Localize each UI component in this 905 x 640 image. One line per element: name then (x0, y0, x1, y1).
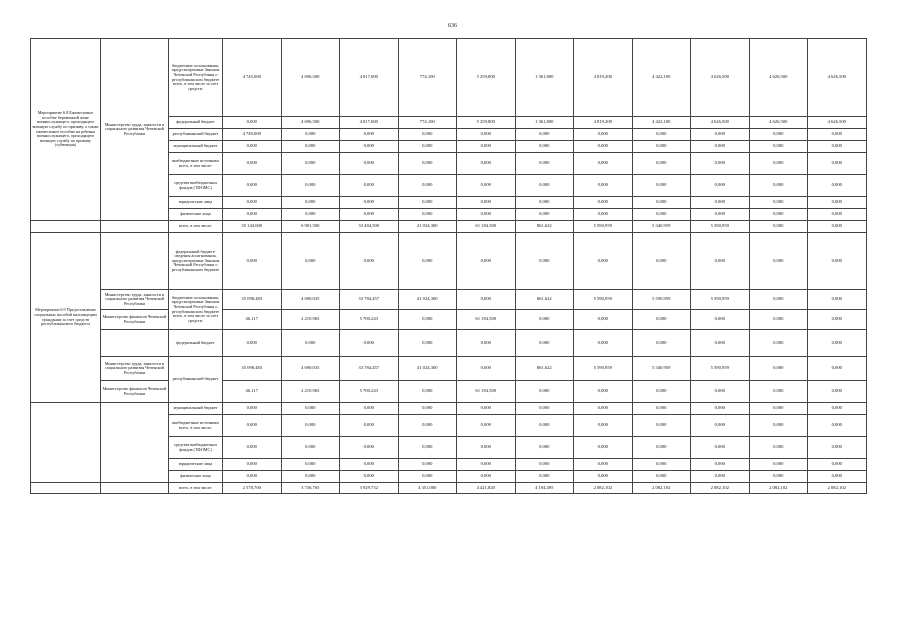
value-cell: 0,000 (691, 471, 750, 483)
value-cell: 0,000 (515, 381, 574, 403)
value-cell: 4 422,100 (632, 39, 691, 117)
row-label-cell: всего, в том числе: (169, 221, 223, 233)
executor-cell: Министерство труда, занятости и социального развития Чеченской Республики (101, 290, 169, 310)
blank-cell (101, 221, 169, 233)
value-cell: 0,000 (574, 437, 633, 459)
value-cell: 0,000 (574, 381, 633, 403)
value-cell: 5 590,959 (574, 221, 633, 233)
value-cell: 2 082,102 (749, 483, 808, 494)
value-cell: 0,000 (457, 357, 516, 381)
executor-cell: Министерство финансов Чеченской Республики (101, 310, 169, 330)
value-cell: 0,000 (749, 129, 808, 141)
table-row (31, 233, 867, 290)
value-cell: 0,000 (340, 471, 399, 483)
value-cell: 5 700,243 (340, 310, 399, 330)
value-cell: 0,000 (632, 403, 691, 415)
value-cell: 0,000 (340, 141, 399, 153)
value-cell: 0,000 (398, 330, 457, 357)
value-cell: 0,000 (632, 437, 691, 459)
value-cell: 4 749,000 (223, 129, 282, 141)
value-cell: 0,000 (457, 403, 516, 415)
value-cell: 61 184,500 (457, 310, 516, 330)
value-cell: 4 626,500 (749, 117, 808, 129)
value-cell: 0,000 (223, 209, 282, 221)
value-cell: 0,000 (574, 153, 633, 175)
value-cell: 1 361,800 (515, 39, 574, 117)
value-cell: 0,000 (749, 141, 808, 153)
value-cell: 4 626,500 (691, 117, 750, 129)
value-cell: 4 194,495 (515, 483, 574, 494)
value-cell: 0,000 (515, 197, 574, 209)
value-cell: 0,000 (457, 209, 516, 221)
value-cell: 0,000 (691, 175, 750, 197)
value-cell: 0,000 (808, 141, 867, 153)
value-cell: 0,000 (515, 141, 574, 153)
value-cell: 774,100 (398, 117, 457, 129)
row-label-cell: муниципальный бюджет (169, 403, 223, 415)
value-cell: 0,000 (340, 330, 399, 357)
value-cell: 2 210,965 (281, 310, 340, 330)
value-cell: 0,000 (398, 459, 457, 471)
value-cell: 0,000 (808, 175, 867, 197)
row-label-cell: физические лица (169, 471, 223, 483)
table-row (31, 39, 867, 117)
value-cell: 0,000 (574, 209, 633, 221)
value-cell: 0,000 (632, 209, 691, 221)
blank-cell (31, 403, 101, 483)
value-cell: 0,000 (808, 403, 867, 415)
table-row (31, 330, 867, 357)
value-cell: 0,000 (632, 330, 691, 357)
value-cell: 0,000 (340, 403, 399, 415)
value-cell: 0,000 (281, 471, 340, 483)
value-cell: 0,000 (574, 197, 633, 209)
value-cell: 0,000 (691, 459, 750, 471)
value-cell: 0,000 (223, 233, 282, 290)
value-cell: 0,000 (223, 330, 282, 357)
value-cell: 0,000 (749, 197, 808, 209)
value-cell: 0,000 (749, 310, 808, 330)
value-cell: 0,000 (691, 141, 750, 153)
value-cell: 0,000 (281, 209, 340, 221)
value-cell: 4 817,000 (340, 117, 399, 129)
value-cell: 35 098,483 (223, 357, 282, 381)
value-cell: 0,000 (340, 175, 399, 197)
value-cell: 0,000 (691, 381, 750, 403)
value-cell: 0,000 (515, 471, 574, 483)
table-row (31, 381, 867, 403)
value-cell: 0,000 (632, 175, 691, 197)
value-cell: 41 024,300 (398, 221, 457, 233)
value-cell: 0,000 (749, 381, 808, 403)
value-cell: 0,000 (808, 310, 867, 330)
value-cell: 0,000 (281, 129, 340, 141)
value-cell: 0,000 (691, 310, 750, 330)
value-cell: 0,000 (223, 153, 282, 175)
value-cell: 0,000 (515, 233, 574, 290)
value-cell: 0,000 (808, 415, 867, 437)
value-cell: 0,000 (340, 153, 399, 175)
value-cell: 6 901,500 (281, 221, 340, 233)
value-cell: 4 351,000 (398, 483, 457, 494)
blank-cell (31, 483, 101, 494)
value-cell: 0,000 (808, 233, 867, 290)
row-label-cell: юридические лица (169, 197, 223, 209)
row-label-cell: федеральный бюджет/ сведения ассигнования, предусмотренные Законом Чеченской Республики о республиканском бюджете (169, 233, 223, 290)
value-cell: 861,622 (515, 221, 574, 233)
budget-table (30, 38, 867, 494)
table-row (31, 403, 867, 415)
value-cell: 0,000 (632, 153, 691, 175)
value-cell: 46,117 (223, 381, 282, 403)
value-cell: 0,000 (808, 381, 867, 403)
value-cell: 0,000 (457, 197, 516, 209)
value-cell: 0,000 (632, 310, 691, 330)
value-cell: 0,000 (457, 330, 516, 357)
value-cell: 35 144,600 (223, 221, 282, 233)
value-cell: 0,000 (515, 415, 574, 437)
value-cell: 0,000 (398, 153, 457, 175)
value-cell: 0,000 (749, 403, 808, 415)
value-cell: 0,000 (515, 330, 574, 357)
value-cell: 0,000 (749, 153, 808, 175)
row-label-cell: бюджетные ассигнования, предусмотренные Законом Чеченской Республики о республиканском бюджете всего, в том числе за счет средств: (169, 39, 223, 117)
value-cell: 0,000 (749, 330, 808, 357)
value-cell: 0,000 (749, 290, 808, 310)
blank-cell (101, 403, 169, 483)
value-cell: 33 784,457 (340, 290, 399, 310)
blank-cell (101, 483, 169, 494)
value-cell: 0,000 (223, 459, 282, 471)
value-cell: 3 929,752 (340, 483, 399, 494)
value-cell: 4 690,035 (281, 357, 340, 381)
value-cell: 0,000 (808, 330, 867, 357)
value-cell: 0,000 (281, 459, 340, 471)
value-cell: 0,000 (691, 153, 750, 175)
value-cell: 0,000 (632, 471, 691, 483)
value-cell: 0,000 (749, 357, 808, 381)
value-cell: 0,000 (749, 459, 808, 471)
value-cell: 0,000 (398, 471, 457, 483)
value-cell: 0,000 (515, 129, 574, 141)
value-cell: 0,000 (808, 197, 867, 209)
value-cell: 4 819,200 (574, 117, 633, 129)
value-cell: 4 819,200 (574, 39, 633, 117)
value-cell: 0,000 (574, 471, 633, 483)
value-cell: 0,000 (457, 153, 516, 175)
value-cell: 0,000 (691, 437, 750, 459)
value-cell: 0,000 (515, 459, 574, 471)
executor-cell: Министерство финансов Чеченской Республики (101, 381, 169, 403)
value-cell: 0,000 (457, 129, 516, 141)
value-cell: 0,000 (398, 310, 457, 330)
value-cell: 5 590,959 (574, 290, 633, 310)
value-cell: 0,000 (398, 197, 457, 209)
value-cell: 0,000 (457, 437, 516, 459)
value-cell: 4 690,035 (281, 290, 340, 310)
value-cell: 4 696,500 (281, 39, 340, 117)
row-label-cell: средства внебюджетных фондов (ТФОМС) (169, 175, 223, 197)
value-cell: 0,000 (691, 415, 750, 437)
value-cell: 2 210,965 (281, 381, 340, 403)
value-cell: 0,000 (515, 175, 574, 197)
value-cell: 0,000 (281, 437, 340, 459)
value-cell: 0,000 (398, 141, 457, 153)
value-cell: 0,000 (515, 209, 574, 221)
value-cell: 0,000 (808, 357, 867, 381)
executor-cell: Министерство труда, занятости и социального развития Чеченской Республики (101, 39, 169, 221)
row-label-cell: федеральный бюджет (169, 117, 223, 129)
value-cell: 5 259,800 (457, 117, 516, 129)
value-cell: 0,000 (340, 459, 399, 471)
value-cell: 0,000 (749, 415, 808, 437)
value-cell: 5 340,959 (632, 221, 691, 233)
value-cell: 4 626,500 (691, 39, 750, 117)
value-cell: 1 361,800 (515, 117, 574, 129)
value-cell: 0,000 (749, 437, 808, 459)
value-cell: 0,000 (281, 415, 340, 437)
row-label-cell: всего, в том числе: (169, 483, 223, 494)
row-label-cell: республиканский бюджет (169, 129, 223, 141)
value-cell: 0,000 (457, 459, 516, 471)
value-cell: 5 340,959 (632, 357, 691, 381)
value-cell: 4 626,500 (808, 117, 867, 129)
value-cell: 0,000 (515, 153, 574, 175)
value-cell: 0,000 (574, 129, 633, 141)
value-cell: 0,000 (515, 437, 574, 459)
value-cell: 0,000 (398, 415, 457, 437)
row-label-cell: юридические лица (169, 459, 223, 471)
row-label-cell: внебюджетные источники всего, в том числе: (169, 415, 223, 437)
value-cell: 0,000 (281, 153, 340, 175)
value-cell: 0,000 (281, 233, 340, 290)
value-cell: 4 421,820 (457, 483, 516, 494)
value-cell: 4 696,500 (281, 117, 340, 129)
row-label-cell: средства внебюджетных фондов (ТФОМС) (169, 437, 223, 459)
value-cell: 0,000 (281, 141, 340, 153)
value-cell: 0,000 (223, 437, 282, 459)
value-cell: 5 700,243 (340, 381, 399, 403)
value-cell: 46,117 (223, 310, 282, 330)
value-cell: 0,000 (457, 141, 516, 153)
value-cell: 2 578,700 (223, 483, 282, 494)
value-cell: 5 590,959 (691, 357, 750, 381)
value-cell: 0,000 (457, 175, 516, 197)
value-cell: 0,000 (574, 141, 633, 153)
value-cell: 4 626,500 (808, 39, 867, 117)
value-cell: 0,000 (808, 471, 867, 483)
value-cell: 0,000 (632, 141, 691, 153)
value-cell: 5 590,959 (691, 290, 750, 310)
value-cell: 0,000 (223, 415, 282, 437)
value-cell: 4 745,000 (223, 39, 282, 117)
value-cell: 0,000 (808, 129, 867, 141)
value-cell: 61 184,500 (457, 381, 516, 403)
value-cell: 2 082,102 (574, 483, 633, 494)
value-cell: 0,000 (632, 415, 691, 437)
blank-cell (31, 221, 101, 233)
value-cell: 0,000 (574, 310, 633, 330)
value-cell: 0,000 (808, 153, 867, 175)
value-cell: 5 590,959 (632, 290, 691, 310)
value-cell: 33 484,500 (340, 221, 399, 233)
value-cell: 0,000 (340, 415, 399, 437)
value-cell: 0,000 (691, 129, 750, 141)
value-cell: 35 098,483 (223, 290, 282, 310)
value-cell: 0,000 (281, 175, 340, 197)
value-cell: 0,000 (398, 209, 457, 221)
table-row (31, 290, 867, 310)
row-label-cell: внебюджетные источники всего, в том числе: (169, 153, 223, 175)
value-cell: 0,000 (632, 459, 691, 471)
value-cell: 2 082,102 (632, 483, 691, 494)
value-cell: 0,000 (691, 197, 750, 209)
value-cell: 0,000 (574, 330, 633, 357)
value-cell: 0,000 (691, 330, 750, 357)
value-cell: 0,000 (691, 403, 750, 415)
value-cell: 0,000 (223, 117, 282, 129)
value-cell: 41 024,300 (398, 357, 457, 381)
value-cell: 0,000 (515, 403, 574, 415)
value-cell: 0,000 (749, 209, 808, 221)
value-cell: 0,000 (632, 129, 691, 141)
value-cell: 0,000 (223, 175, 282, 197)
value-cell: 0,000 (574, 403, 633, 415)
value-cell: 5 259,800 (457, 39, 516, 117)
value-cell: 0,000 (749, 471, 808, 483)
value-cell: 5 590,959 (574, 357, 633, 381)
value-cell: 0,000 (632, 381, 691, 403)
value-cell: 0,000 (574, 459, 633, 471)
row-label-cell: муниципальный бюджет (169, 141, 223, 153)
value-cell: 0,000 (574, 415, 633, 437)
value-cell: 0,000 (398, 233, 457, 290)
value-cell: 3 736,765 (281, 483, 340, 494)
value-cell: 0,000 (281, 197, 340, 209)
value-cell: 0,000 (808, 290, 867, 310)
measure-name-cell: Мероприятие 6.9 Предоставление социальных пособий малоимущим гражданам за счет средств республиканского бюджета (31, 233, 101, 403)
value-cell: 0,000 (808, 437, 867, 459)
row-label-cell: федеральный бюджет (169, 330, 223, 357)
value-cell: 0,000 (808, 459, 867, 471)
value-cell: 0,000 (457, 415, 516, 437)
value-cell: 4 817,000 (340, 39, 399, 117)
value-cell: 861,622 (515, 290, 574, 310)
value-cell: 33 784,457 (340, 357, 399, 381)
value-cell: 0,000 (398, 129, 457, 141)
value-cell: 0,000 (574, 233, 633, 290)
value-cell: 41 024,300 (398, 290, 457, 310)
value-cell: 0,000 (223, 403, 282, 415)
value-cell: 0,000 (632, 197, 691, 209)
blank-cell (101, 233, 169, 290)
value-cell: 0,000 (223, 197, 282, 209)
value-cell: 0,000 (574, 175, 633, 197)
measure-name-cell: Мероприятие 6.8 Ежемесячное пособие беременной жене военнослужащего, проходящего военную службу по призыву, а также ежемесячное пособие на ребенка военнослужащего, проходящего военную службу по призыву (субвенция) (31, 39, 101, 221)
table-row (31, 310, 867, 330)
row-label-cell: республиканский бюджет (169, 357, 223, 403)
value-cell: 4 626,500 (749, 39, 808, 117)
value-cell: 0,000 (632, 233, 691, 290)
table-row (31, 221, 867, 233)
value-cell: 5 590,959 (691, 221, 750, 233)
blank-cell (101, 330, 169, 357)
value-cell: 0,000 (340, 197, 399, 209)
value-cell: 0,000 (223, 471, 282, 483)
value-cell: 861,622 (515, 357, 574, 381)
page-number: 636 (448, 23, 457, 29)
row-label-cell: физические лица (169, 209, 223, 221)
value-cell: 774,100 (398, 39, 457, 117)
value-cell: 0,000 (457, 233, 516, 290)
value-cell: 0,000 (398, 437, 457, 459)
executor-cell: Министерство труда, занятости и социального развития Чеченской Республики (101, 357, 169, 381)
value-cell: 0,000 (340, 233, 399, 290)
value-cell: 0,000 (281, 330, 340, 357)
value-cell: 0,000 (398, 175, 457, 197)
value-cell: 0,000 (340, 209, 399, 221)
value-cell: 2 082,102 (691, 483, 750, 494)
table-row (31, 357, 867, 381)
value-cell: 0,000 (749, 175, 808, 197)
value-cell: 0,000 (749, 221, 808, 233)
value-cell: 0,000 (457, 471, 516, 483)
value-cell: 0,000 (691, 233, 750, 290)
value-cell: 0,000 (398, 403, 457, 415)
value-cell: 4 422,100 (632, 117, 691, 129)
table-row (31, 483, 867, 494)
value-cell: 0,000 (749, 233, 808, 290)
value-cell: 0,000 (808, 209, 867, 221)
value-cell: 61 184,500 (457, 221, 516, 233)
value-cell: 0,000 (691, 209, 750, 221)
value-cell: 0,000 (223, 141, 282, 153)
value-cell: 0,000 (340, 129, 399, 141)
value-cell: 0,000 (398, 381, 457, 403)
value-cell: 2 082,102 (808, 483, 867, 494)
value-cell: 0,000 (457, 290, 516, 310)
value-cell: 0,000 (515, 310, 574, 330)
value-cell: 0,000 (808, 221, 867, 233)
value-cell: 0,000 (340, 437, 399, 459)
value-cell: 0,000 (281, 403, 340, 415)
row-label-cell: бюджетные ассигнования, предусмотренные Законом Чеченской Республики о республиканском бюджете всего, в том числе за счет средств: (169, 290, 223, 330)
